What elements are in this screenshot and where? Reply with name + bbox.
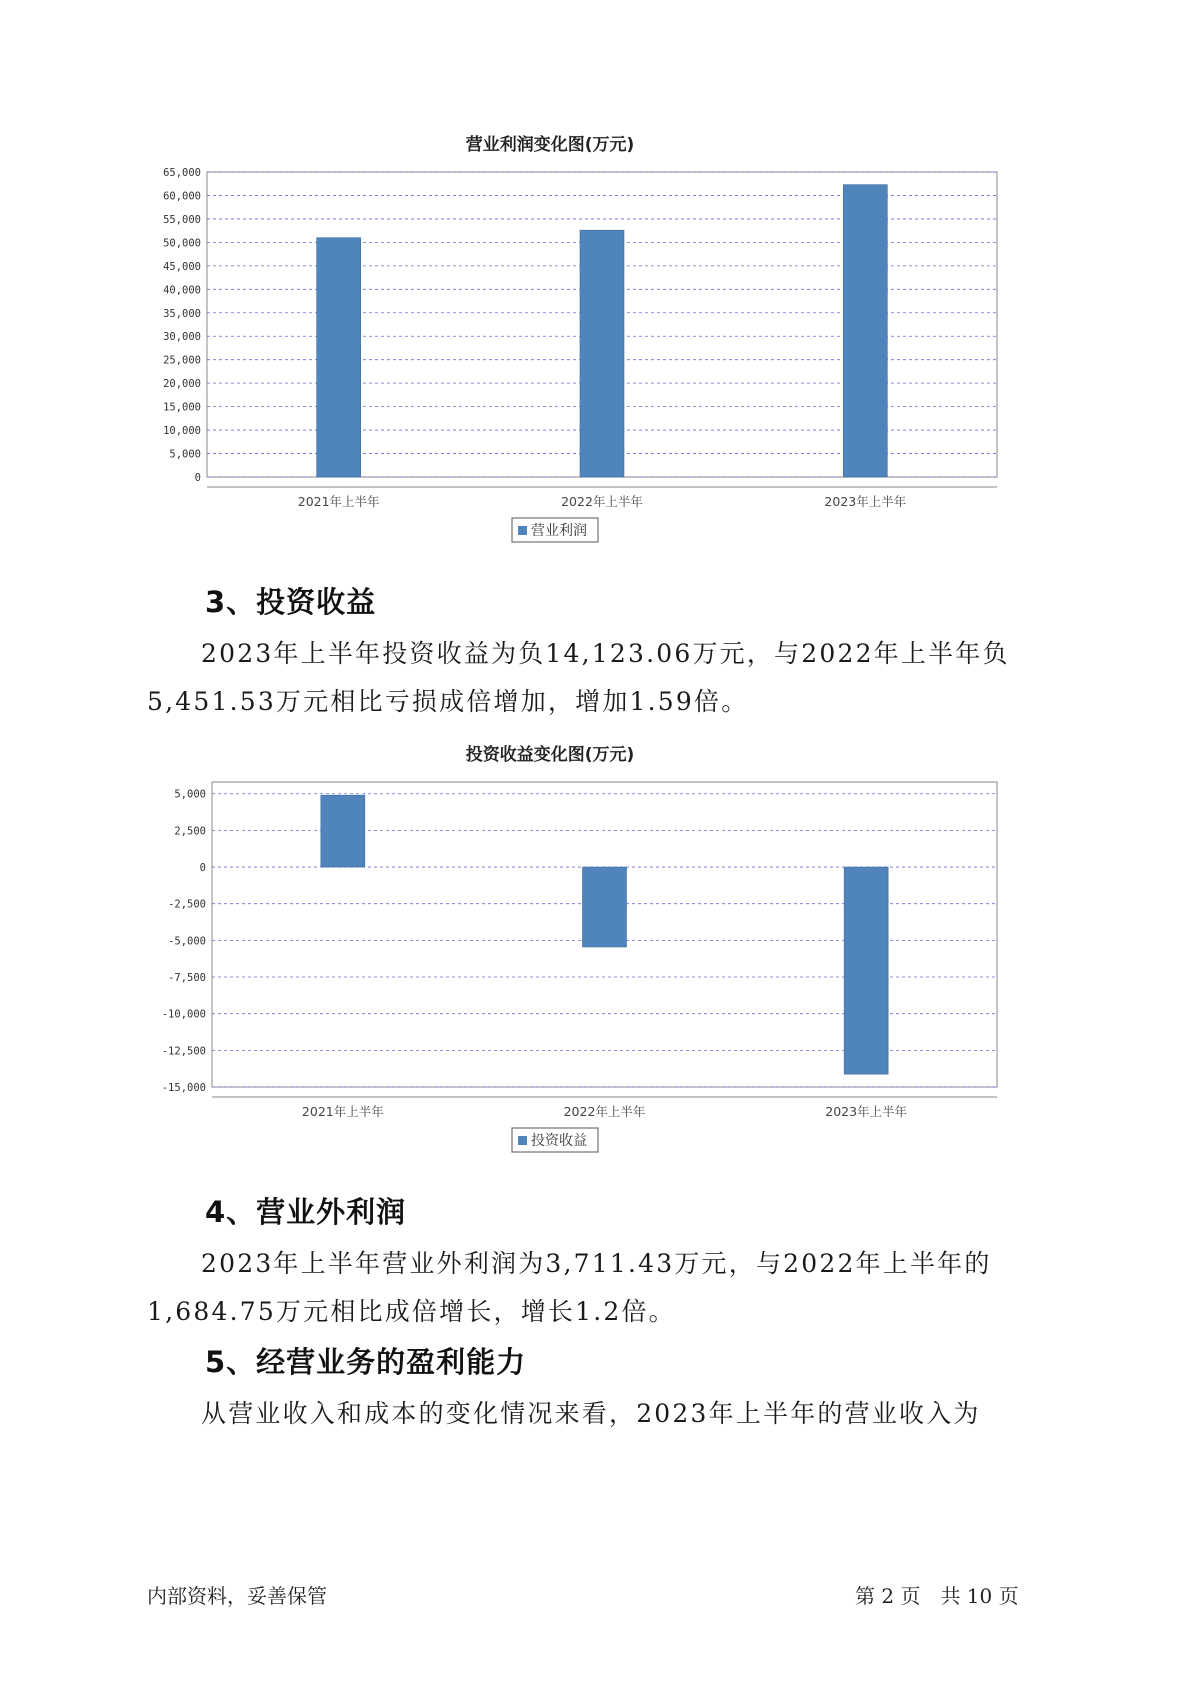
section-heading-profitability: 5、经营业务的盈利能力	[205, 1345, 527, 1379]
bar	[843, 185, 887, 477]
bar	[580, 230, 624, 477]
y-tick-label: 10,000	[163, 425, 201, 438]
section-paragraph-investment-income: 2023年上半年投资收益为负14,123.06万元，与2022年上半年负5,451.53万元相比亏损成倍增加，增加1.59倍。	[147, 639, 1010, 716]
y-tick-label: 5,000	[174, 788, 206, 801]
footer-page-number: 第 2 页 共 10 页	[855, 1584, 1019, 1608]
y-tick-label: -15,000	[161, 1082, 206, 1094]
y-tick-label: 0	[199, 862, 206, 875]
section-paragraph-profitability: 从营业收入和成本的变化情况来看，2023年上半年的营业收入为	[201, 1399, 981, 1428]
section-heading-investment-income: 3、投资收益	[205, 585, 377, 619]
y-tick-label: 5,000	[169, 448, 201, 461]
chart-title: 营业利润变化图(万元)	[465, 135, 635, 155]
section-paragraph-non-operating-profit: 2023年上半年营业外利润为3,711.43万元，与2022年上半年的1,684.75万元相比成倍增长，增长1.2倍。	[147, 1249, 992, 1326]
legend-label: 营业利润	[531, 523, 587, 539]
y-tick-label: 15,000	[163, 401, 201, 414]
investment-income-chart-svg	[150, 740, 1020, 1160]
legend-swatch	[518, 1136, 527, 1145]
y-tick-label: 45,000	[163, 260, 201, 273]
footer-confidential-note: 内部资料，妥善保管	[147, 1584, 327, 1608]
y-tick-label: 65,000	[163, 167, 201, 179]
y-tick-label: -12,500	[161, 1045, 206, 1058]
y-tick-label: 30,000	[163, 331, 201, 344]
y-tick-label: 40,000	[163, 284, 201, 297]
x-tick-label: 2022年上半年	[561, 494, 643, 509]
y-tick-label: 25,000	[163, 354, 201, 367]
y-tick-label: 20,000	[163, 378, 201, 391]
y-tick-label: 2,500	[174, 825, 206, 838]
x-tick-label: 2023年上半年	[825, 1104, 908, 1119]
bar	[321, 795, 365, 867]
y-tick-label: 35,000	[163, 307, 201, 320]
bar	[844, 867, 888, 1074]
operating-profit-chart	[150, 130, 1020, 590]
x-tick-label: 2021年上半年	[301, 1104, 384, 1119]
section-heading-non-operating-profit: 4、营业外利润	[205, 1195, 407, 1229]
investment-income-chart	[150, 740, 1020, 1160]
y-tick-label: 0	[194, 472, 201, 484]
bar	[583, 867, 627, 947]
y-tick-label: 50,000	[163, 237, 201, 250]
bar	[317, 238, 361, 477]
y-tick-label: -5,000	[168, 935, 206, 948]
chart-title: 投资收益变化图(万元)	[465, 745, 635, 765]
operating-profit-chart-svg	[150, 130, 1020, 590]
x-tick-label: 2021年上半年	[297, 494, 380, 509]
y-tick-label: -7,500	[168, 972, 206, 985]
y-tick-label: -10,000	[161, 1008, 206, 1021]
legend-swatch	[518, 526, 527, 535]
y-tick-label: -2,500	[168, 898, 206, 911]
y-tick-label: 55,000	[163, 213, 201, 226]
y-tick-label: 60,000	[163, 190, 201, 203]
x-tick-label: 2023年上半年	[824, 494, 907, 509]
legend-label: 投资收益	[531, 1133, 587, 1149]
x-tick-label: 2022年上半年	[563, 1104, 646, 1119]
